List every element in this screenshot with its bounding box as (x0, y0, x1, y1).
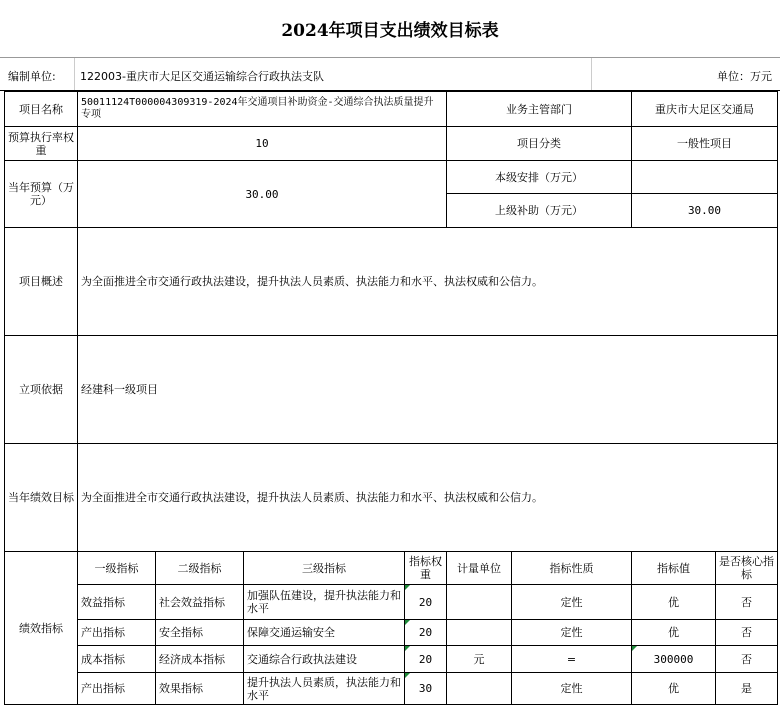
divider (591, 58, 592, 90)
table-title (0, 0, 780, 58)
header-cell: 计量单位 (447, 552, 512, 585)
goal-value: 为全面推进全市交通行政执法建设，提升执法人员素质、执法能力和水平、执法权威和公信力。 (78, 444, 778, 552)
core-cell: 是 (716, 673, 778, 705)
value-cell: 优 (632, 585, 716, 620)
project-name-value: 50011124T000004309319-2024年交通项目补助资金-交通综合执法质量提升专项 (78, 92, 447, 127)
header-cell: 二级指标 (156, 552, 244, 585)
level3-cell: 提升执法人员素质，执法能力和水平 (244, 673, 405, 705)
goal-label: 当年绩效目标 (5, 444, 78, 552)
title-text: 2024年项目支出绩效目标表 (281, 21, 499, 41)
money-unit: 单位：万元 (717, 70, 772, 83)
core-cell: 否 (716, 646, 778, 673)
header-cell: 指标值 (632, 552, 716, 585)
unit-value: 122003-重庆市大足区交通运输综合行政执法支队 (80, 70, 324, 83)
budget-row (5, 161, 778, 194)
indicator-header-row (5, 552, 778, 585)
level3-cell: 交通综合行政执法建设 (244, 646, 405, 673)
weight-label: 预算执行率权重 (5, 127, 78, 161)
project-name-row (5, 92, 778, 127)
overview-label: 项目概述 (5, 228, 78, 336)
upper-label: 上级补助（万元） (447, 194, 632, 228)
level2-cell: 安全指标 (156, 620, 244, 646)
level1-cell: 产出指标 (78, 673, 156, 705)
header-cell: 三级指标 (244, 552, 405, 585)
table-row (5, 620, 778, 646)
header-cell: 指标权重 (405, 552, 447, 585)
value-cell: 优 (632, 673, 716, 705)
divider (74, 58, 75, 90)
level1-cell: 成本指标 (78, 646, 156, 673)
value-cell: 300000 (632, 646, 716, 673)
category-value: 一般性项目 (632, 127, 778, 161)
budget-label: 当年预算（万元） (5, 161, 78, 228)
unit-cell (447, 585, 512, 620)
unit-label: 编制单位: (8, 70, 56, 83)
header-row (0, 58, 780, 91)
basis-label: 立项依据 (5, 336, 78, 444)
overview-value: 为全面推进全市交通行政执法建设，提升执法人员素质、执法能力和水平、执法权威和公信力。 (78, 228, 778, 336)
table-row (5, 585, 778, 620)
level3-cell: 加强队伍建设，提升执法能力和水平 (244, 585, 405, 620)
weight-value: 10 (78, 127, 447, 161)
nature-cell: 定性 (512, 620, 632, 646)
table-row (5, 673, 778, 705)
overview-row (5, 228, 778, 336)
basis-value: 经建科一级项目 (78, 336, 778, 444)
nature-cell: 定性 (512, 673, 632, 705)
weight-cell: 20 (405, 620, 447, 646)
nature-cell: = (512, 646, 632, 673)
nature-cell: 定性 (512, 585, 632, 620)
unit-cell (447, 673, 512, 705)
budget-value: 30.00 (78, 161, 447, 228)
dept-label: 业务主管部门 (447, 92, 632, 127)
level2-cell: 社会效益指标 (156, 585, 244, 620)
level1-cell: 产出指标 (78, 620, 156, 646)
local-value (632, 161, 778, 194)
header-cell: 指标性质 (512, 552, 632, 585)
header-cell: 是否核心指标 (716, 552, 778, 585)
performance-table (4, 91, 778, 705)
basis-row (5, 336, 778, 444)
weight-row (5, 127, 778, 161)
core-cell: 否 (716, 620, 778, 646)
weight-cell: 20 (405, 585, 447, 620)
goal-row (5, 444, 778, 552)
table-row (5, 646, 778, 673)
indicators-section-label: 绩效指标 (5, 552, 78, 705)
project-name-label: 项目名称 (5, 92, 78, 127)
level2-cell: 经济成本指标 (156, 646, 244, 673)
level3-cell: 保障交通运输安全 (244, 620, 405, 646)
upper-value: 30.00 (632, 194, 778, 228)
local-label: 本级安排（万元） (447, 161, 632, 194)
level1-cell: 效益指标 (78, 585, 156, 620)
unit-cell (447, 620, 512, 646)
weight-cell: 30 (405, 673, 447, 705)
weight-cell: 20 (405, 646, 447, 673)
dept-value: 重庆市大足区交通局 (632, 92, 778, 127)
core-cell: 否 (716, 585, 778, 620)
unit-cell: 元 (447, 646, 512, 673)
value-cell: 优 (632, 620, 716, 646)
level2-cell: 效果指标 (156, 673, 244, 705)
header-cell: 一级指标 (78, 552, 156, 585)
category-label: 项目分类 (447, 127, 632, 161)
